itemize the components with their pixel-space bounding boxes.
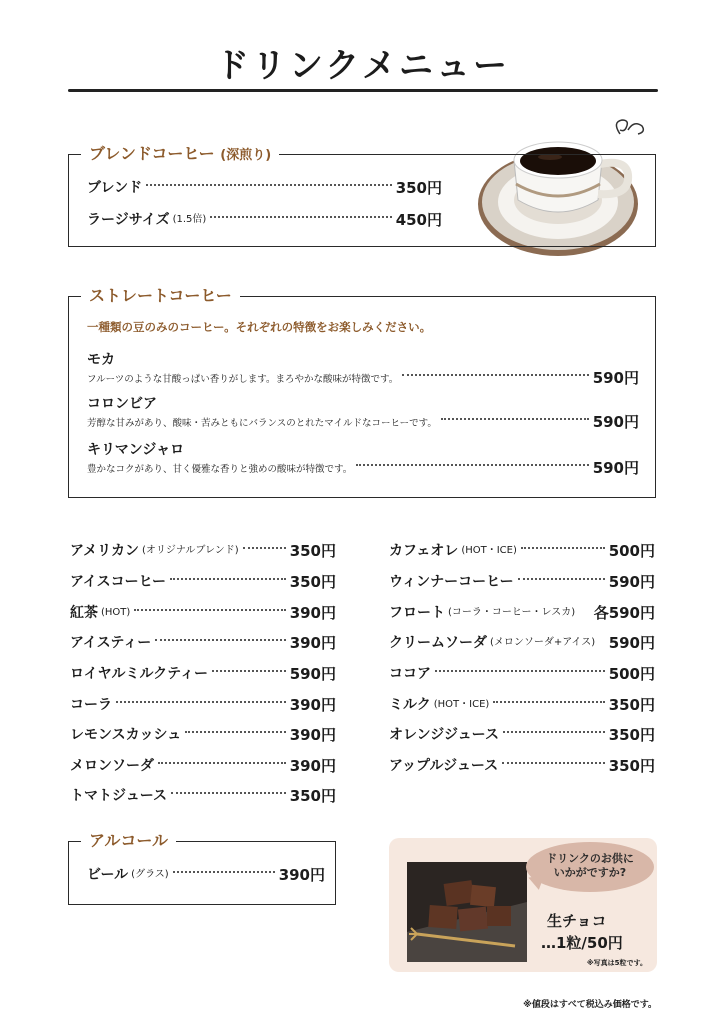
chocolate-price: …1粒/50円: [541, 934, 623, 952]
item-price: 350円: [289, 573, 336, 591]
leader-dots: [210, 216, 391, 218]
menu-item-blend: [87, 179, 442, 197]
menu-item-large-size: [87, 211, 442, 229]
item-note: (メロンソーダ+アイス): [490, 637, 596, 648]
leader-dots: [243, 547, 286, 549]
item-price: 390円: [289, 634, 336, 652]
item-name: ロイヤルミルクティー: [70, 666, 209, 682]
alcohol-section: [68, 831, 336, 905]
item-name: ミルク: [389, 697, 431, 713]
item-name: メロンソーダ: [70, 758, 154, 774]
item-name: ラージサイズ: [87, 212, 170, 228]
tax-footnote: ※値段はすべて税込み価格です。: [523, 1000, 657, 1010]
item-description: 芳醇な甘みがあり、酸味・苦みともにバランスのとれたマイルドなコーヒーです。: [87, 417, 437, 429]
item-price: 390円: [289, 696, 336, 714]
item-price: 350円: [608, 757, 655, 775]
menu-item: [389, 573, 655, 591]
speech-bubble: [526, 842, 654, 892]
item-price: 590円: [608, 634, 655, 652]
item-name: アメリカン: [70, 543, 140, 559]
item-note: (オリジナルブレンド): [142, 545, 239, 556]
menu-item: [389, 634, 655, 652]
item-price: 390円: [289, 604, 336, 622]
leader-dots: [502, 762, 605, 764]
chocolate-promo: [389, 838, 657, 972]
item-price: 590円: [289, 665, 336, 683]
blend-coffee-section: [68, 144, 656, 247]
item-name: フロート: [389, 605, 445, 621]
straight-section-title: ストレートコーヒー: [81, 285, 240, 307]
menu-item: [389, 696, 655, 714]
menu-item: [389, 604, 655, 622]
menu-item: [70, 696, 336, 714]
item-note: (HOT・ICE): [433, 699, 490, 710]
item-price: 各590円: [593, 604, 655, 622]
menu-item: [70, 757, 336, 775]
leader-dots: [173, 871, 275, 873]
blend-title-sub: (深煎り): [220, 148, 272, 163]
straight-coffee-section: [68, 286, 656, 498]
item-name: アップルジュース: [389, 758, 499, 774]
leader-dots: [155, 639, 285, 641]
leader-dots: [116, 701, 286, 703]
menu-item: [70, 665, 336, 683]
straight-item-name: コロンビア: [87, 396, 157, 412]
item-price: 500円: [608, 665, 655, 683]
bubble-line: いかがですか?: [553, 866, 627, 879]
menu-item: [389, 726, 655, 744]
item-name: レモンスカッシュ: [70, 727, 182, 743]
item-price: 590円: [592, 459, 639, 477]
item-name: オレンジジュース: [389, 727, 499, 743]
menu-item: [70, 542, 336, 560]
blend-section-title: [81, 143, 279, 167]
item-price: 350円: [395, 179, 442, 197]
leader-dots: [435, 670, 605, 672]
menu-item: [70, 573, 336, 591]
item-name: トマトジュース: [70, 788, 168, 804]
menu-item: [70, 604, 336, 622]
leader-dots: [441, 418, 589, 420]
leader-dots: [171, 792, 286, 794]
item-note: (HOT・ICE): [461, 545, 517, 556]
item-price: 450円: [395, 211, 442, 229]
leader-dots: [493, 701, 604, 703]
item-name: ココア: [389, 666, 431, 682]
item-price: 350円: [608, 696, 655, 714]
item-price: 350円: [289, 787, 336, 805]
item-name: ウィンナーコーヒー: [389, 574, 514, 590]
item-name: ビール: [87, 867, 129, 883]
straight-item-row: [87, 457, 639, 478]
item-price: 590円: [608, 573, 655, 591]
item-price: 390円: [289, 726, 336, 744]
item-note: (HOT): [101, 607, 131, 618]
leader-dots: [158, 762, 286, 764]
leader-dots: [402, 374, 588, 376]
item-note: (グラス): [131, 869, 169, 880]
menu-item: [70, 726, 336, 744]
item-price: 350円: [608, 726, 655, 744]
menu-item-beer: [87, 866, 325, 884]
item-description: 豊かなコクがあり、甘く優雅な香りと強めの酸味が特徴です。: [87, 463, 353, 475]
item-description: フルーツのような甘酸っぱい香りがします。まろやかな酸味が特徴です。: [87, 373, 399, 385]
menu-item: [389, 757, 655, 775]
chocolate-name: 生チョコ: [547, 912, 607, 930]
leader-dots: [185, 731, 286, 733]
item-price: 500円: [608, 542, 655, 560]
item-price: 390円: [278, 866, 325, 884]
straight-tagline: 一種類の豆のみのコーヒー。それぞれの特徴をお楽しみください。: [87, 320, 432, 334]
menu-item: [70, 634, 336, 652]
leader-dots: [212, 670, 286, 672]
menu-item: [389, 542, 655, 560]
straight-item-name: キリマンジャロ: [87, 442, 185, 458]
alcohol-section-title: アルコール: [81, 830, 176, 852]
chocolate-photo-note: ※写真は5粒です。: [586, 959, 647, 967]
straight-item-row: [87, 367, 639, 388]
menu-item: [70, 787, 336, 805]
menu-item: [389, 665, 655, 683]
item-name: 紅茶: [70, 605, 98, 621]
item-note: (コーラ・コーヒー・レスカ): [448, 607, 576, 618]
title-underline: [68, 89, 658, 92]
leader-dots: [134, 609, 285, 611]
item-name: アイスコーヒー: [70, 574, 167, 590]
leader-dots: [356, 464, 588, 466]
leader-dots: [518, 578, 605, 580]
leader-dots: [170, 578, 286, 580]
item-price: 590円: [592, 369, 639, 387]
leader-dots: [521, 547, 605, 549]
item-price: 590円: [592, 413, 639, 431]
item-note: (1.5倍): [172, 214, 207, 225]
straight-item-row: [87, 411, 639, 432]
item-name: ブレンド: [87, 180, 143, 196]
page-title: ドリンクメニュー: [215, 46, 510, 86]
item-price: 390円: [289, 757, 336, 775]
leader-dots: [503, 731, 605, 733]
bubble-line: ドリンクのお供に: [546, 852, 634, 865]
straight-item-name: モカ: [87, 352, 115, 368]
item-name: カフェオレ: [389, 543, 459, 559]
blend-title-text: ブレンドコーヒー: [89, 144, 215, 163]
chocolate-photo: [407, 862, 527, 962]
item-name: アイスティー: [70, 635, 152, 651]
leader-dots: [146, 184, 392, 186]
item-price: 350円: [289, 542, 336, 560]
item-name: コーラ: [70, 697, 112, 713]
item-name: クリームソーダ: [389, 635, 487, 651]
